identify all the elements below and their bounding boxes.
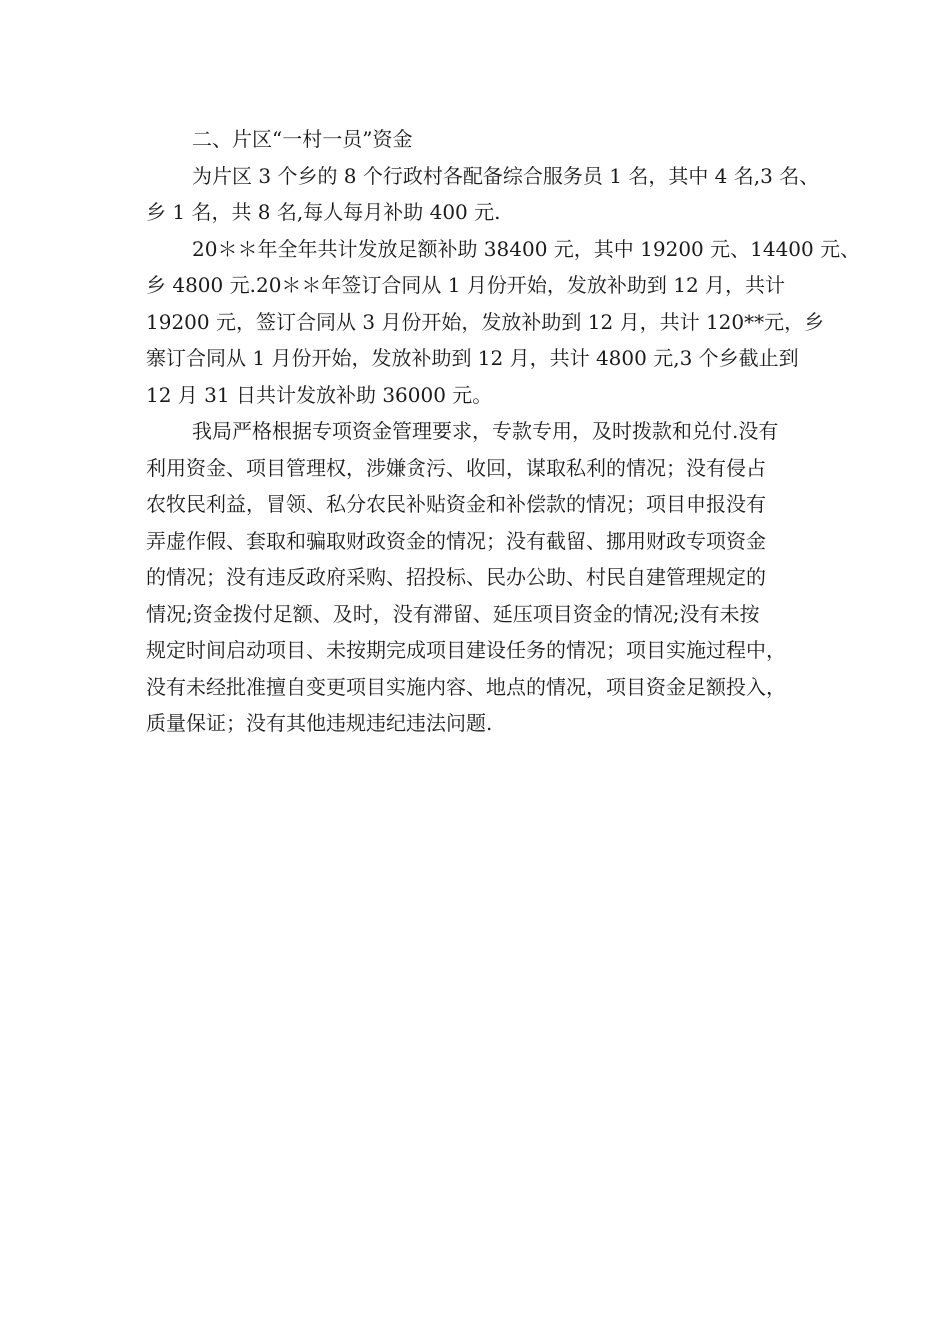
document-body (146, 121, 861, 742)
text-line: 我局严格根据专项资金管理要求，专款专用，及时拨款和兑付.没有 (192, 419, 779, 443)
text-line: 20＊＊年全年共计发放足额补助 38400 元，其中 19200 元、14400 元、 (192, 236, 861, 261)
text-line: 情况;资金拨付足额、及时，没有滞留、延压项目资金的情况;没有未按 (146, 601, 760, 626)
text-line: 没有未经批准擅自变更项目实施内容、地点的情况，项目资金足额投入， (146, 674, 786, 699)
text-line: 利用资金、项目管理权，涉嫌贪污、收回，谋取私利的情况；没有侵占 (146, 455, 766, 480)
text-line: 农牧民利益，冒领、私分农民补贴资金和补偿款的情况；项目申报没有 (146, 492, 766, 516)
paragraph-staffing (146, 158, 820, 231)
text-line: 乡 1 名，共 8 名,每人每月补助 400 元. (146, 200, 501, 224)
text-line: 质量保证；没有其他违规违纪违法问题. (146, 711, 493, 735)
section-heading: 二、片区“一村一员”资金 (192, 127, 413, 151)
paragraph-compliance (146, 413, 810, 742)
text-line: 寨订合同从 1 月份开始，发放补助到 12 月，共计 4800 元,3 个乡截止到 (146, 346, 799, 370)
text-line: 乡 4800 元.20＊＊年签订合同从 1 月份开始，发放补助到 12 月，共计 (146, 273, 786, 297)
text-line: 12 月 31 日共计发放补助 36000 元。 (146, 382, 493, 407)
text-line: 19200 元，签订合同从 3 月份开始，发放补助到 12 月，共计 120**元，乡 (146, 309, 825, 334)
paragraph-subsidy-totals (146, 231, 861, 414)
text-line: 为片区 3 个乡的 8 个行政村各配备综合服务员 1 名，其中 4 名,3 名、 (192, 163, 820, 188)
text-line: 的情况；没有违反政府采购、招投标、民办公助、村民自建管理规定的 (146, 565, 766, 589)
text-line: 规定时间启动项目、未按期完成项目建设任务的情况；项目实施过程中， (146, 638, 786, 662)
text-line: 弄虚作假、套取和骗取财政资金的情况；没有截留、挪用财政专项资金 (146, 528, 766, 553)
